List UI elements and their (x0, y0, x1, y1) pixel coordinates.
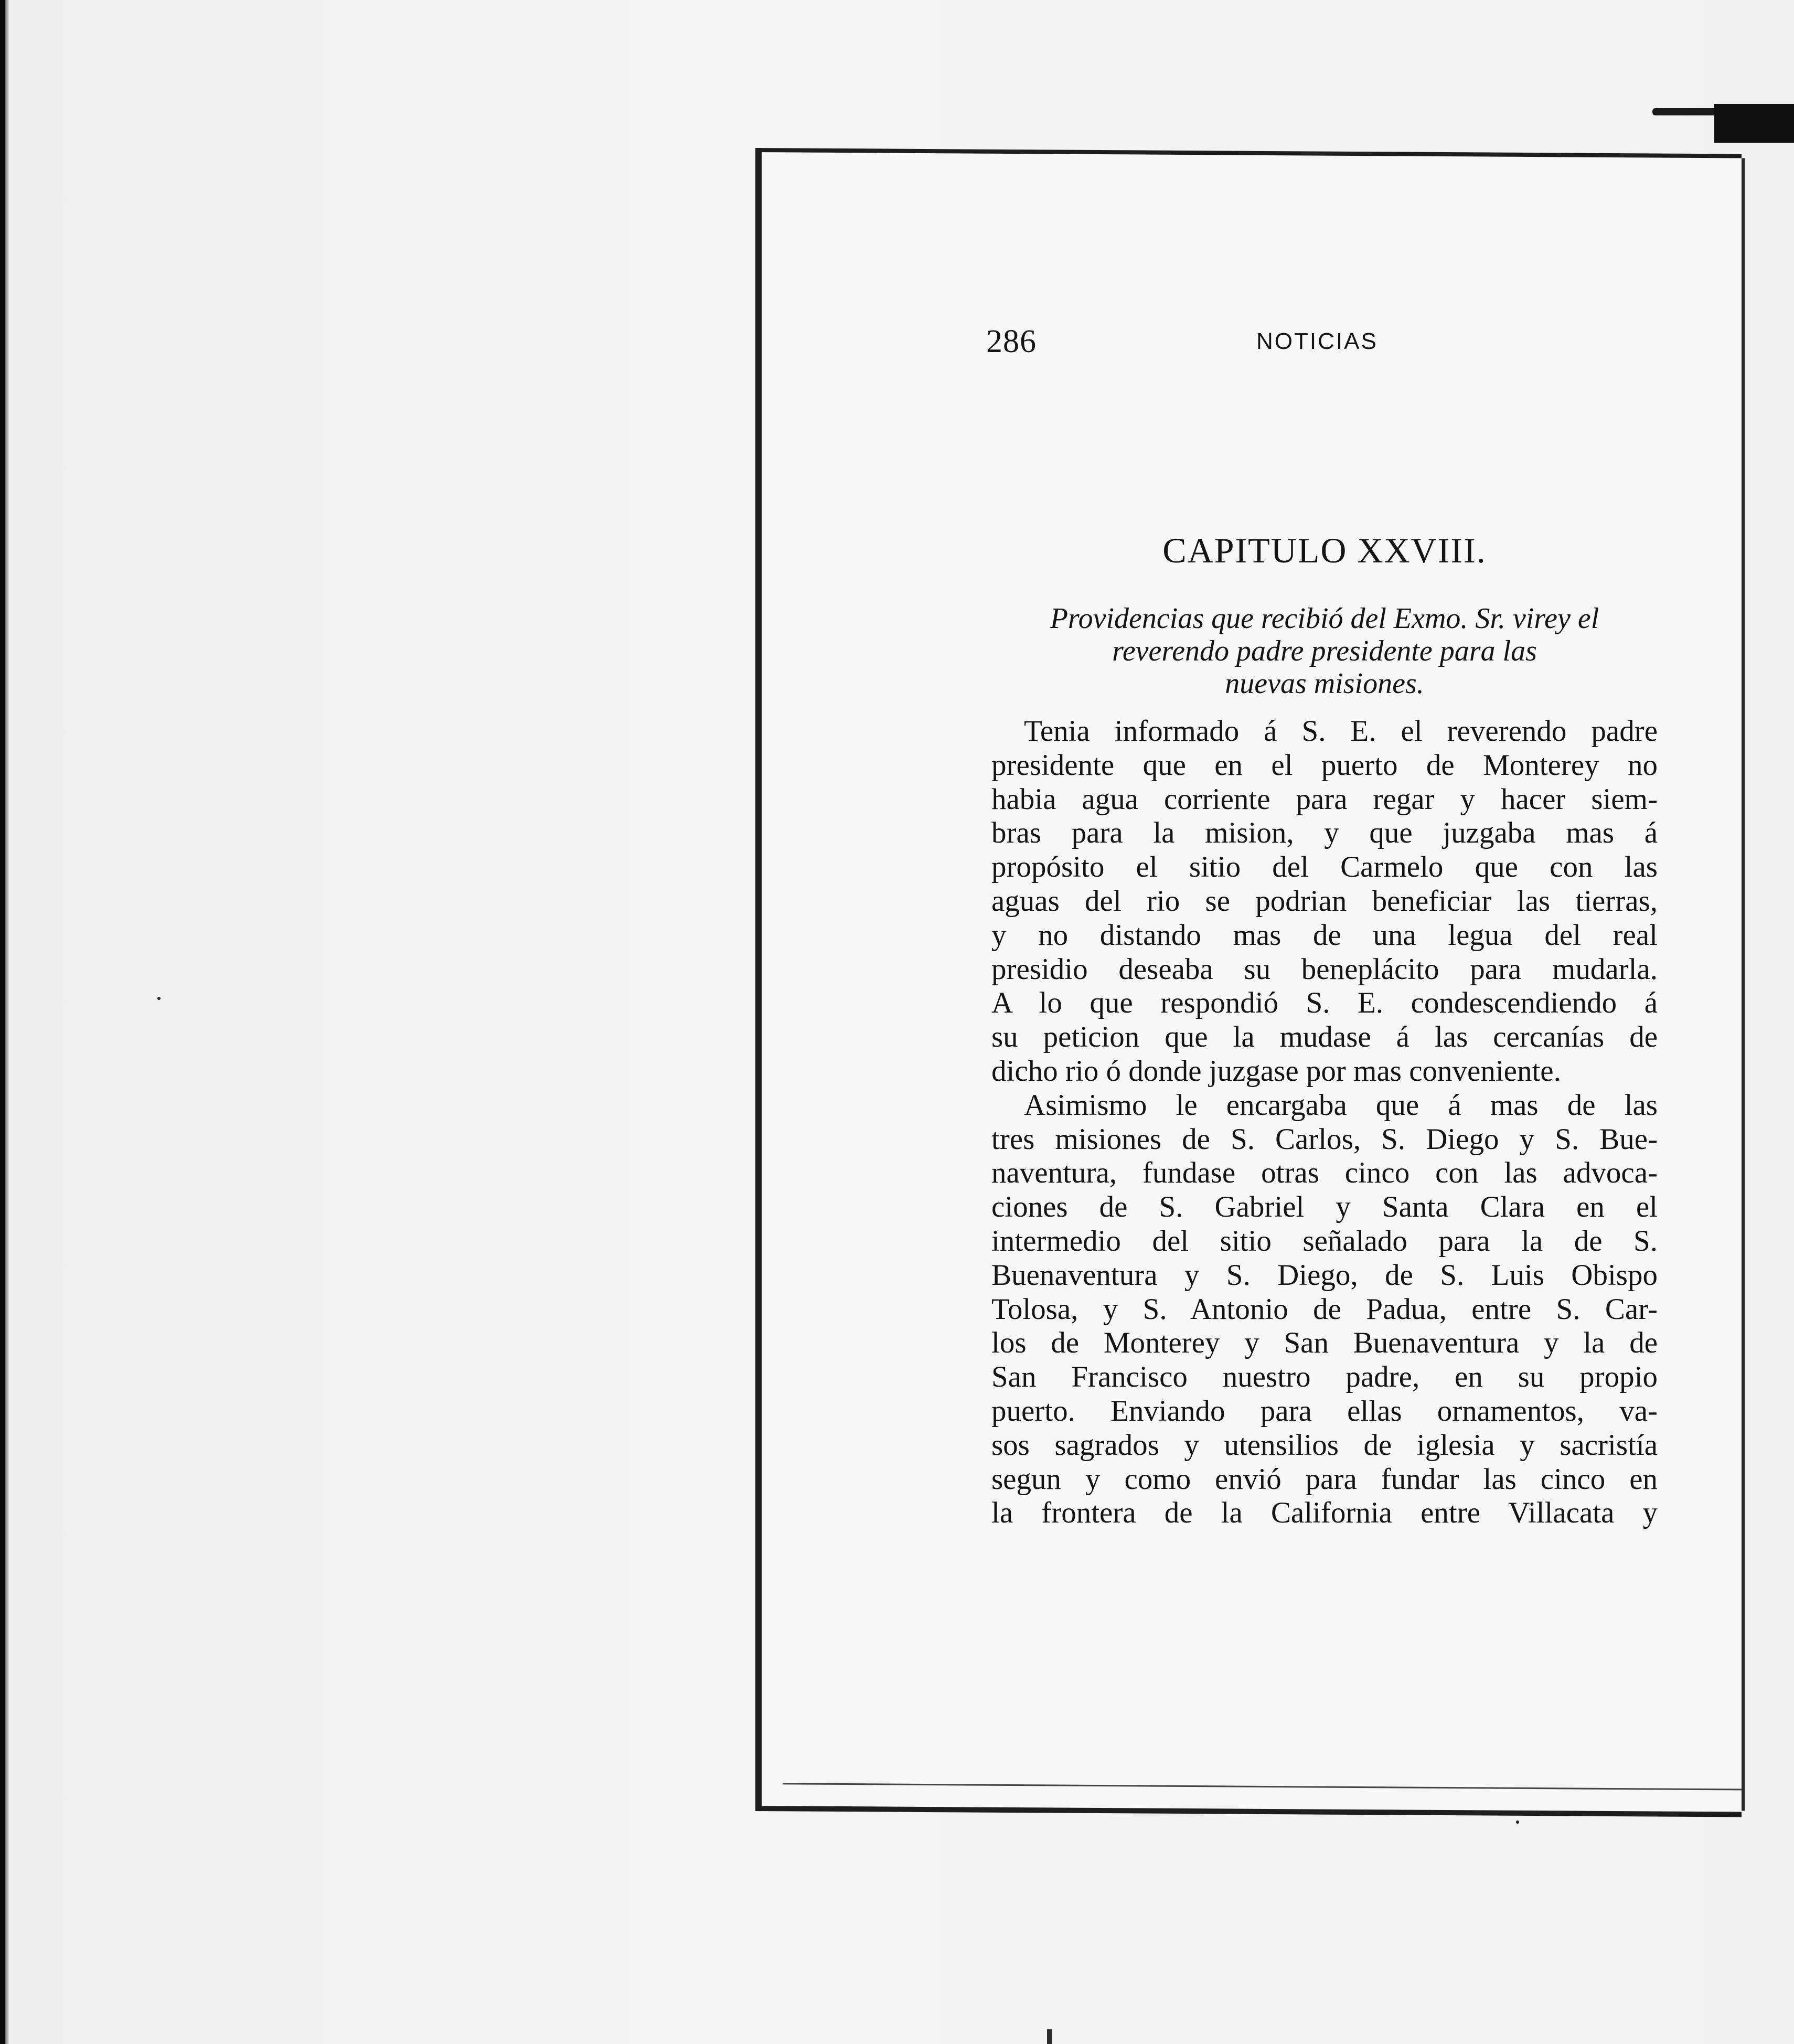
page-right-edge (1742, 158, 1745, 1811)
chapter-title: CAPITULO XXVIII. (1162, 530, 1487, 570)
chapter-subtitle (986, 602, 1663, 700)
text-line: puerto. Enviando para ellas ornamentos, va- (991, 1394, 1658, 1428)
text-line: y no distando mas de una legua del real (991, 918, 1658, 952)
text-line: Tolosa, y S. Antonio de Padua, entre S. Car- (991, 1292, 1658, 1326)
page-number: 286 (986, 324, 1037, 359)
page-clip (1714, 104, 1794, 143)
text-line: la frontera de la California entre Villacata y (991, 1496, 1658, 1530)
text-line: propósito el sitio del Carmelo que con las (991, 850, 1658, 884)
text-line: sos sagrados y utensilios de iglesia y sacristía (991, 1428, 1658, 1462)
text-line: Tenia informado á S. E. el reverendo padre (1024, 715, 1658, 748)
page-bottom-rule (783, 1783, 1742, 1790)
scanner-left-edge-shadow (5, 0, 9, 2044)
chapter-subtitle-line: nuevas misiones. (1225, 667, 1424, 700)
text-line: Buenaventura y S. Diego, de S. Luis Obispo (991, 1258, 1658, 1292)
chapter-subtitle-line: Providencias que recibió del Exmo. Sr. virey el (1050, 602, 1599, 635)
text-line: bras para la mision, y que juzgaba mas á (991, 816, 1658, 850)
text-line: presidio deseaba su beneplácito para mudarla. (991, 952, 1658, 986)
text-line: San Francisco nuestro padre, en su propio (991, 1360, 1658, 1394)
scanner-left-edge (0, 0, 5, 2044)
text-line: su peticion que la mudase á las cercanías de (991, 1020, 1658, 1054)
page-clip-bar (1652, 108, 1721, 115)
text-line: A lo que respondió S. E. condescendiendo á (991, 986, 1658, 1020)
text-line: Asimismo le encargaba que á mas de las (1024, 1088, 1658, 1122)
running-head (986, 323, 1658, 360)
text-line: tres misiones de S. Carlos, S. Diego y S. Bue- (991, 1122, 1658, 1156)
text-line: aguas del rio se podrian beneficiar las tierras, (991, 884, 1658, 918)
scan-speck (1516, 1821, 1519, 1824)
text-line: dicho rio ó donde juzgase por mas conveniente. (991, 1054, 1561, 1088)
text-line: ciones de S. Gabriel y Santa Clara en el (991, 1190, 1658, 1224)
text-line: intermedio del sitio señalado para la de S. (991, 1224, 1658, 1258)
scanner-bottom-mark (1047, 2029, 1052, 2044)
text-line: los de Monterey y San Buenaventura y la de (991, 1326, 1658, 1360)
text-line: presidente que en el puerto de Monterey no (991, 748, 1658, 782)
running-title: NOTICIAS (1256, 328, 1378, 354)
body-text (991, 715, 1658, 1530)
chapter-subtitle-line: reverendo padre presidente para las (1112, 635, 1537, 667)
text-line: segun y como envió para fundar las cinco en (991, 1462, 1658, 1496)
text-line: habia agua corriente para regar y hacer siem- (991, 782, 1658, 816)
scan-speck (157, 997, 161, 1000)
text-line: naventura, fundase otras cinco con las advoca- (991, 1156, 1658, 1190)
